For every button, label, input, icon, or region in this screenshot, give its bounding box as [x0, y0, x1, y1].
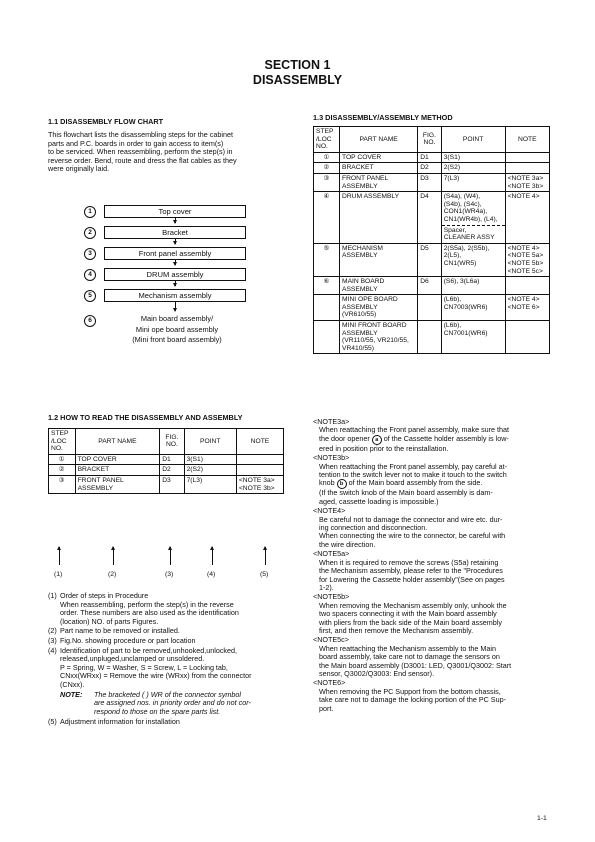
- step-cell: [314, 321, 340, 354]
- intro-line: reverse order. Bend, route and dress the flat cables as they: [48, 155, 237, 165]
- point-cell-line: (S6), 3(L6a): [443, 278, 480, 286]
- header-text: STEP: [316, 128, 334, 135]
- note-line: Be careful not to damage the connector and wire etc. dur-: [319, 514, 503, 524]
- note-block: [313, 550, 553, 592]
- part-name-cell: [340, 321, 418, 354]
- point-cell: [441, 173, 505, 191]
- legend-note-line: The bracketed ( ) WR of the connector symbol: [94, 689, 242, 699]
- part-name-cell-line: MINI OPE BOARD: [342, 296, 398, 304]
- section-number: SECTION 1: [264, 58, 331, 72]
- point-cell-line: (S4b), (S4c),: [443, 200, 482, 208]
- legend-text: [60, 637, 195, 646]
- header-text: FIG.: [165, 433, 179, 441]
- note-cell: [505, 295, 549, 321]
- table-row: [49, 454, 284, 465]
- table-row: [49, 465, 284, 476]
- table-subrow: [314, 295, 550, 321]
- legend-line: Fig.No. showing procedure or part location: [60, 635, 196, 645]
- point-cell: 2(S2): [184, 465, 236, 476]
- header-text: /LOC: [51, 437, 67, 445]
- flow-step-label: (Mini front board assembly): [132, 335, 222, 344]
- header-point: POINT: [184, 429, 236, 455]
- fig-cell: D2: [418, 163, 442, 174]
- marker-label: (4): [207, 571, 216, 578]
- part-name-cell-line: MAIN BOARD: [342, 278, 385, 286]
- note-body: [313, 516, 553, 550]
- part-name-cell-line: ASSEMBLY: [342, 303, 378, 311]
- header-text: NO.: [51, 445, 63, 453]
- table-subrow: [314, 321, 550, 354]
- point-cell: [441, 243, 505, 276]
- note-line: board assembly, take care not to damage the sensors on: [319, 652, 500, 662]
- header-text: FIG.: [422, 131, 436, 139]
- point-cell: 3(S1): [184, 454, 236, 465]
- legend-line: Part name to be removed or installed.: [60, 626, 180, 636]
- part-name-cell-line: MECHANISM: [342, 244, 383, 252]
- flow-step-label: Mini ope board assembly: [135, 324, 219, 334]
- fig-cell: D2: [160, 465, 184, 476]
- note-line: the Mechanism assembly, please refer to the "Procedures: [319, 566, 503, 576]
- marker-arrow-icon: [170, 547, 171, 565]
- legend-number: (1): [48, 591, 57, 600]
- note-cell: [505, 163, 549, 174]
- note-cell-line: <NOTE 5a>: [507, 252, 544, 260]
- note-cell: [505, 243, 549, 276]
- header-step: [314, 127, 340, 153]
- note-cell: [505, 173, 549, 191]
- note-line: tention to the switch lever not to make it touch to the switch: [319, 470, 507, 480]
- point-cell-line: CLEANER ASSY: [443, 234, 495, 242]
- header-note: NOTE: [236, 429, 283, 455]
- note-body: [313, 645, 553, 679]
- legend-note-text: [94, 691, 251, 717]
- flow-step-label: DRUM assembly: [146, 270, 204, 279]
- point-cell: [441, 277, 505, 295]
- legend-number: (5): [48, 717, 57, 727]
- point-cell-line: (L6b),: [443, 296, 462, 304]
- legend-text: Adjustment information for installation: [60, 717, 180, 727]
- header-text: NO.: [423, 139, 436, 147]
- flow-step-label: Mechanism assembly: [138, 291, 212, 300]
- header-point: POINT: [441, 127, 505, 153]
- note-line: When reattaching the Front panel assembly, make sure that: [319, 425, 510, 435]
- legend-line: CNxx(WRxx) = Remove the wire (WRxx) from the connector: [60, 671, 252, 681]
- point-cell-line: CN7001(WR6): [443, 329, 488, 337]
- header-part-name: PART NAME: [340, 127, 418, 153]
- table-row: [314, 192, 550, 244]
- part-name-cell-line: TOP COVER: [342, 153, 382, 161]
- marker-arrow-icon: [212, 547, 213, 565]
- flow-step-label: Front panel assembly: [138, 249, 212, 258]
- point-cell: [441, 152, 505, 163]
- legend-number: (2): [48, 626, 57, 636]
- note-line: When connecting the wire to the connector, be careful with: [319, 531, 506, 541]
- notes-section: [313, 418, 553, 714]
- header-text: /LOC: [316, 135, 332, 143]
- note-line: 1-2).: [319, 582, 334, 592]
- note-label: <NOTE5b>: [313, 592, 350, 602]
- note-line: sensor, Q3002/Q3003: End sensor).: [319, 668, 435, 678]
- flow-step-box: [118, 314, 236, 346]
- point-cell-line: 7(L3): [443, 174, 460, 182]
- note-line: aged, cassette loading is impossible.): [319, 496, 439, 506]
- intro-line: were originally laid.: [48, 164, 110, 174]
- header-part-name: PART NAME: [75, 429, 160, 455]
- note-line: the door opener a of the Cassette holder assembly is low-: [319, 433, 509, 443]
- part-name-cell-line: ASSEMBLY: [342, 252, 378, 260]
- howto-heading: 1.2 HOW TO READ THE DISASSEMBLY AND ASSEMBLY: [48, 413, 243, 422]
- part-name-cell-line: (VR610/55): [342, 311, 377, 319]
- legend-item: [48, 592, 310, 626]
- point-cell: [441, 321, 505, 354]
- table-row: [314, 277, 550, 295]
- step-cell: ①: [49, 454, 76, 465]
- point-cell: [441, 163, 505, 174]
- part-name-cell-line: VR410/55): [342, 344, 374, 352]
- point-cell-line: 2(S2): [443, 164, 461, 172]
- header-text: NO.: [316, 143, 328, 151]
- note-line: When removing the PC Support from the bottom chassis,: [319, 686, 501, 696]
- part-name-cell: [340, 152, 418, 163]
- note-block: [313, 679, 553, 713]
- table-header-row: [314, 127, 550, 153]
- header-text: STEP: [51, 430, 69, 437]
- point-cell-line: CON1(WR4a),: [443, 208, 488, 216]
- header-text: NO.: [165, 441, 178, 449]
- fig-cell: D3: [160, 475, 184, 493]
- header-fig-no: [418, 127, 442, 153]
- note-cell: [236, 465, 283, 476]
- part-name-cell: [340, 163, 418, 174]
- flow-chart-intro: [48, 131, 308, 174]
- part-name-cell: [340, 277, 418, 295]
- flow-arrow-icon: [175, 259, 176, 265]
- legend-note-label: NOTE:: [60, 689, 83, 699]
- note-cell-line: <NOTE 3b>: [238, 484, 275, 492]
- fig-cell: D3: [418, 173, 442, 191]
- header-fig-no: [160, 429, 184, 455]
- note-line: port.: [319, 703, 334, 713]
- note-cell-line: <NOTE 3b>: [507, 182, 544, 190]
- note-cell: [505, 321, 549, 354]
- part-name-cell-line: FRONT PANEL: [342, 174, 389, 182]
- point-cell: 7(L3): [184, 475, 236, 493]
- note-line: When it is required to remove the screws (S5a) retaining: [319, 557, 499, 567]
- point-cell-line: CN7003(WR6): [443, 303, 488, 311]
- legend-line: (CNxx).: [60, 679, 85, 689]
- note-cell: [236, 475, 283, 493]
- legend-line: Identification of part to be removed,unhooked,unlocked,: [60, 645, 238, 655]
- intro-line: parts and P.C. boards in order to gain access to item(s): [48, 138, 224, 148]
- note-cell-line: <NOTE 3a>: [238, 476, 275, 484]
- point-cell-line: 2(S5a), 2(S5b),: [443, 244, 490, 252]
- part-name-cell: [75, 465, 160, 476]
- marker-label: (2): [108, 571, 117, 578]
- legend-item: [48, 627, 310, 636]
- step-number-icon: 6: [84, 315, 96, 327]
- note-body: [313, 559, 553, 593]
- step-number-icon: 5: [84, 290, 96, 302]
- marker-arrow-icon: [265, 547, 266, 565]
- method-table: [313, 126, 550, 354]
- part-name-cell-line: ASSEMBLY: [342, 182, 378, 190]
- note-line: ered in position prior to the reinstallation.: [319, 443, 449, 453]
- legend-line: (location) NO. of parts Figures.: [60, 616, 159, 626]
- method-heading: 1.3 DISASSEMBLY/ASSEMBLY METHOD: [313, 113, 453, 122]
- note-cell: [236, 454, 283, 465]
- flow-arrow-icon: [175, 217, 176, 223]
- fig-cell: D1: [160, 454, 184, 465]
- step-cell: ③: [314, 173, 340, 191]
- note-label: <NOTE5a>: [313, 549, 350, 559]
- header-note: NOTE: [505, 127, 549, 153]
- circled-letter-icon: b: [337, 479, 347, 489]
- note-cell: [505, 192, 549, 244]
- step-cell: ⑤: [314, 243, 340, 276]
- flow-arrow-icon: [175, 280, 176, 286]
- legend-number: (4): [48, 645, 57, 655]
- intro-line: to be serviced. When reassembling, perform the step(s) in: [48, 147, 233, 157]
- part-name-cell-line: ASSEMBLY: [77, 484, 114, 492]
- legend-line: Order of steps in Procedure: [60, 591, 149, 600]
- note-line: take care not to damage the locking portion of the PC Sup-: [319, 695, 506, 705]
- fig-cell: [418, 321, 442, 354]
- step-cell: ②: [49, 465, 76, 476]
- fig-cell: D1: [418, 152, 442, 163]
- point-separator: [442, 225, 505, 226]
- legend-line: P = Spring, W = Washer, S = Screw, L = Locking tab,: [60, 662, 228, 672]
- note-cell-line: <NOTE 3a>: [507, 174, 544, 182]
- legend-note-line: are assigned nos. in priority order and do not cor-: [94, 698, 251, 708]
- point-cell: [441, 295, 505, 321]
- step-cell: ②: [314, 163, 340, 174]
- note-block: [313, 418, 553, 453]
- note-line: two spacers connecting it with the Main board assembly: [319, 609, 497, 619]
- part-name-cell-line: TOP COVER: [77, 455, 117, 463]
- part-name-cell: [340, 295, 418, 321]
- marker-arrow-icon: [113, 547, 114, 565]
- step-number-icon: 3: [84, 248, 96, 260]
- step-cell: [314, 295, 340, 321]
- note-body: [313, 426, 553, 453]
- note-line: the Main board assembly (D3001: LED, Q3001/Q3002: Start: [319, 660, 512, 670]
- flow-arrow-icon: [175, 238, 176, 244]
- note-line: When reattaching the Front panel assembly, pay careful at-: [319, 461, 508, 471]
- legend-text: [60, 647, 252, 690]
- fig-cell: D5: [418, 243, 442, 276]
- fig-cell: [418, 295, 442, 321]
- table-row: [314, 163, 550, 174]
- note-cell-line: <NOTE 5c>: [507, 267, 543, 275]
- table-row: [314, 243, 550, 276]
- flow-step-label: Top cover: [158, 207, 192, 216]
- note-body: [313, 463, 553, 507]
- note-block: [313, 636, 553, 678]
- part-name-cell: [340, 243, 418, 276]
- note-line: (If the switch knob of the Main board assembly is dam-: [319, 488, 493, 498]
- step-cell: ④: [314, 192, 340, 244]
- note-cell: [505, 277, 549, 295]
- note-label: <NOTE4>: [313, 506, 346, 516]
- marker-arrow-icon: [59, 547, 60, 565]
- step-number-icon: 2: [84, 227, 96, 239]
- howto-legend: [48, 592, 310, 727]
- part-name-cell-line: MINI FRONT BOARD: [342, 322, 407, 330]
- fig-cell: D6: [418, 277, 442, 295]
- table-row: [49, 475, 284, 493]
- part-name-cell-line: DRUM ASSEMBLY: [342, 193, 400, 201]
- part-name-cell: [75, 454, 160, 465]
- note-line: for Lowering the Cassette holder assembly"(See on pages: [319, 574, 505, 584]
- note-label: <NOTE3a>: [313, 417, 350, 426]
- note-label: <NOTE5c>: [313, 635, 349, 645]
- legend-line: When reassembling, perform the step(s) in the reverse: [60, 599, 234, 609]
- point-cell-line: 2(L5),: [443, 252, 462, 260]
- legend-line: order. These numbers are also used as the identification: [60, 608, 239, 618]
- point-cell-line: CN1(WR4b), (L4),: [443, 215, 498, 223]
- point-cell-line: 3(S1): [443, 153, 461, 161]
- step-cell: ⑥: [314, 277, 340, 295]
- fig-cell: D4: [418, 192, 442, 244]
- note-label: <NOTE6>: [313, 678, 346, 688]
- legend-item: [48, 718, 310, 727]
- step-number-icon: 1: [84, 206, 96, 218]
- part-name-cell-line: (VR110/55, VR210/55,: [342, 337, 409, 345]
- legend-note-line: respond to those on the spare parts list.: [94, 706, 221, 716]
- point-cell: [441, 192, 505, 244]
- note-block: [313, 507, 553, 549]
- part-name-cell: [340, 173, 418, 191]
- intro-line: This flowchart lists the disassembling steps for the cabinet: [48, 130, 233, 139]
- note-cell: [505, 152, 549, 163]
- table-row: [314, 152, 550, 163]
- note-line: When removing the Mechanism assembly only, unhook the: [319, 600, 507, 610]
- note-cell-line: <NOTE 4>: [507, 296, 540, 304]
- note-line: knob b of the Main board assembly from the side.: [319, 478, 483, 488]
- page-number: 1-1: [537, 815, 547, 822]
- part-name-cell-line: FRONT PANEL: [77, 476, 124, 484]
- point-cell-line: Spacer,: [443, 226, 467, 234]
- part-name-cell-line: ASSEMBLY: [342, 285, 378, 293]
- note-cell-line: <NOTE 6>: [507, 303, 540, 311]
- note-line: ing connection and disconnection.: [319, 523, 428, 533]
- legend-line: released,unpluged,unclamped or unsoldered.: [60, 654, 205, 664]
- note-cell-line: <NOTE 4>: [507, 193, 540, 201]
- part-name-cell-line: BRACKET: [77, 466, 110, 474]
- note-block: [313, 593, 553, 635]
- marker-label: (3): [165, 571, 174, 578]
- step-cell: ③: [49, 475, 76, 493]
- marker-label: (1): [54, 571, 63, 578]
- legend-note: [60, 691, 310, 717]
- legend-text: [60, 627, 180, 636]
- part-name-cell: [75, 475, 160, 493]
- part-name-cell-line: ASSEMBLY: [342, 329, 378, 337]
- note-cell-line: <NOTE 5b>: [507, 259, 544, 267]
- flow-chart-heading: 1.1 DISASSEMBLY FLOW CHART: [48, 117, 164, 126]
- point-cell-line: (S4a), (W4),: [443, 193, 481, 201]
- note-cell-line: <NOTE 4>: [507, 244, 540, 252]
- page-title: DISASSEMBLY: [252, 73, 343, 87]
- step-number-icon: 4: [84, 269, 96, 281]
- legend-text: [60, 592, 239, 626]
- point-cell-line: CN1(WR5): [443, 259, 477, 267]
- flow-arrow-icon: [175, 301, 176, 311]
- part-name-cell: [340, 192, 418, 244]
- note-label: <NOTE3b>: [313, 453, 350, 463]
- note-body: [313, 688, 553, 713]
- legend-item: [48, 637, 310, 646]
- header-step: [49, 429, 76, 455]
- part-name-cell-line: BRACKET: [342, 164, 374, 172]
- note-line: with pliers from the back side of the Main board assembly: [319, 617, 502, 627]
- note-line: When reattaching the Mechanism assembly to the Main: [319, 643, 496, 653]
- note-block: [313, 454, 553, 506]
- note-line: the wire direction.: [319, 539, 376, 549]
- circled-letter-icon: a: [372, 435, 382, 445]
- legend-number: (3): [48, 635, 57, 645]
- howto-table: [48, 428, 284, 494]
- marker-label: (5): [260, 571, 269, 578]
- legend-item: [48, 647, 310, 690]
- table-header-row: [49, 429, 284, 455]
- note-body: [313, 602, 553, 636]
- flow-step-label: Bracket: [162, 228, 188, 237]
- flow-step-label: Main board assembly/: [140, 314, 214, 323]
- step-cell: ①: [314, 152, 340, 163]
- note-line: first, and then remove the Mechanism assembly.: [319, 625, 474, 635]
- table-row: [314, 173, 550, 191]
- point-cell-line: (L6b),: [443, 322, 462, 330]
